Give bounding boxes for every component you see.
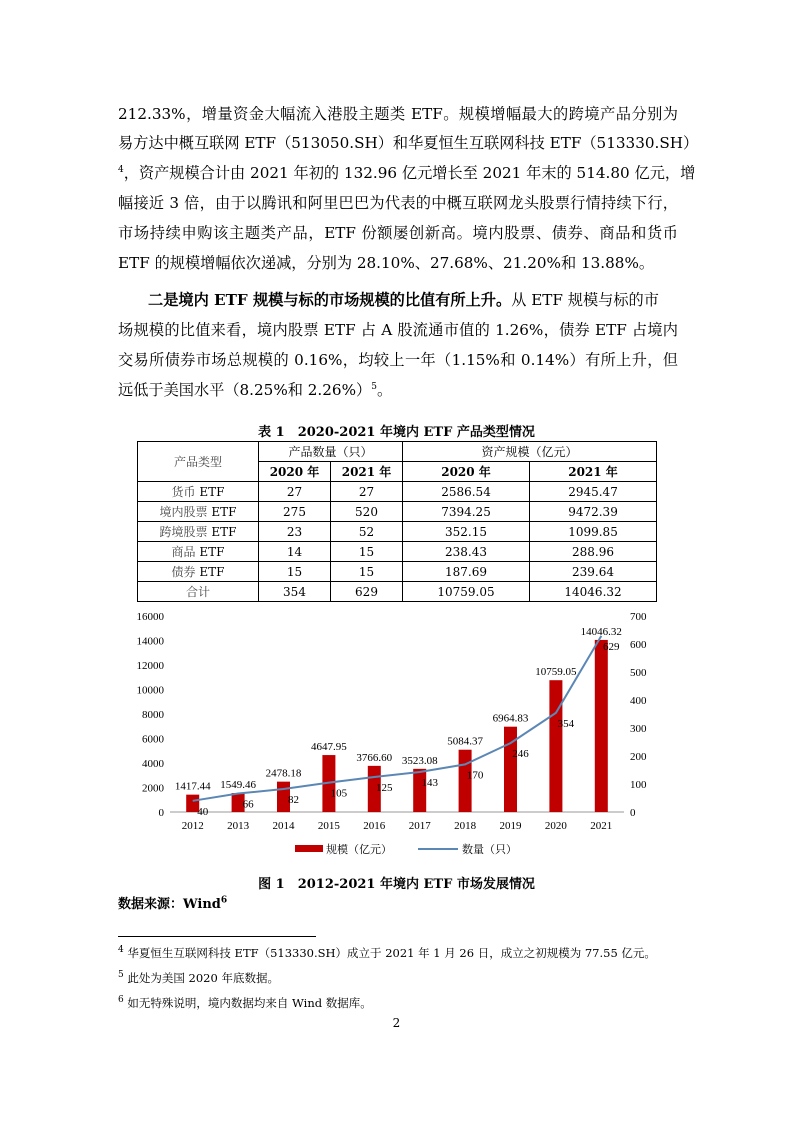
x-tick-label: 2020 <box>544 820 567 832</box>
cell: 187.69 <box>403 562 530 582</box>
line-data-label: 40 <box>197 805 209 818</box>
etf-type-table <box>137 441 657 602</box>
bar-data-label: 2478.18 <box>265 767 302 780</box>
x-tick-label: 2019 <box>499 820 522 832</box>
x-tick-label: 2012 <box>181 820 204 832</box>
cell: 520 <box>331 502 403 522</box>
bar <box>549 680 562 812</box>
header-year: 2021 年 <box>331 462 403 482</box>
line-data-label: 82 <box>288 794 299 807</box>
y-right-tick-label: 0 <box>630 807 636 819</box>
bar <box>413 769 426 812</box>
bar-data-label: 10759.05 <box>535 666 577 679</box>
cell: 14046.32 <box>530 582 657 602</box>
legend-bar-swatch <box>295 845 323 852</box>
bar-data-label: 14046.32 <box>580 625 622 638</box>
cell: 288.96 <box>530 542 657 562</box>
paragraph-line: 场规模的比值来看，境内股票 ETF 占 A 股流通市值的 1.26%，债券 ETF 占境内 <box>118 321 678 339</box>
row-category: 债券 ETF <box>138 562 259 582</box>
page-number: 2 <box>392 1016 401 1030</box>
x-tick-label: 2018 <box>454 820 477 832</box>
cell: 352.15 <box>403 522 530 542</box>
bar-data-label: 3523.08 <box>401 754 438 767</box>
line-data-label: 125 <box>376 782 393 794</box>
legend-bar-label: 规模（亿元） <box>326 844 392 856</box>
cell: 27 <box>259 482 331 502</box>
footnote: $^5$ 此处为美国 2020 年底数据。 <box>118 970 279 985</box>
table-row-total <box>138 582 657 602</box>
row-category: 合计 <box>138 582 259 602</box>
paragraph-line: $^4$，资产规模合计由 2021 年初的 132.96 亿元增长至 2021 年末的 514.80 亿元，增 <box>118 164 696 182</box>
header-year: 2020 年 <box>259 462 331 482</box>
cell: 52 <box>331 522 403 542</box>
header-year: 2021 年 <box>530 462 657 482</box>
footnote-ref[interactable]: 4 <box>118 164 124 175</box>
bold-lead: 二是境内 ETF 规模与标的市场规模的比值有所上升。 <box>148 291 512 309</box>
y-right-tick-label: 600 <box>630 639 647 651</box>
y-right-tick-label: 100 <box>630 779 647 791</box>
line-data-label: 66 <box>242 798 254 811</box>
paragraph-line: 远低于美国水平（8.25%和 2.26%）$^5$。 <box>118 381 393 399</box>
row-category: 境内股票 ETF <box>138 502 259 522</box>
bar-data-label: 3766.60 <box>356 751 393 764</box>
cell: 15 <box>331 542 403 562</box>
y-right-tick-label: 500 <box>630 667 647 679</box>
cell: 15 <box>259 562 331 582</box>
cell: 238.43 <box>403 542 530 562</box>
cell: 629 <box>331 582 403 602</box>
footnote-ref[interactable]: 5 <box>371 381 377 392</box>
header-scale: 资产规模（亿元） <box>403 442 657 462</box>
y-left-tick-label: 8000 <box>142 709 164 721</box>
row-category: 商品 ETF <box>138 542 259 562</box>
paragraph-line: 二是境内 ETF 规模与标的市场规模的比值有所上升。从 ETF 规模与标的市 <box>148 291 659 309</box>
y-left-tick-label: 6000 <box>142 733 164 746</box>
line-data-label: 354 <box>557 717 575 730</box>
table-row <box>138 562 657 582</box>
footnote: $^6$ 如无特殊说明，境内数据均来自 Wind 数据库。 <box>118 995 372 1010</box>
cell: 7394.25 <box>403 502 530 522</box>
etf-market-chart <box>132 608 662 863</box>
paragraph-line: 212.33%，增量资金大幅流入港股主题类 ETF。规模增幅最大的跨境产品分别为 <box>118 105 678 123</box>
y-left-tick-label: 12000 <box>136 660 164 672</box>
cell: 2945.47 <box>530 482 657 502</box>
line-data-label: 629 <box>603 640 620 653</box>
bar <box>595 640 608 812</box>
legend-line-label: 数量（只） <box>462 844 517 856</box>
footnote: $^4$ 华夏恒生互联网科技 ETF（513330.SH）成立于 2021 年 1 月 26 日，成立之初规模为 77.55 亿元。 <box>118 945 656 960</box>
cell: 2586.54 <box>403 482 530 502</box>
line-data-label: 170 <box>466 769 484 782</box>
cell: 275 <box>259 502 331 522</box>
x-tick-label: 2013 <box>227 820 250 832</box>
y-right-tick-label: 700 <box>630 611 647 623</box>
y-right-tick-label: 300 <box>630 723 647 735</box>
cell: 14 <box>259 542 331 562</box>
bar-data-label: 5084.37 <box>447 735 483 748</box>
cell: 9472.39 <box>530 502 657 522</box>
table-row <box>138 502 657 522</box>
cell: 239.64 <box>530 562 657 582</box>
x-tick-label: 2017 <box>408 820 431 832</box>
line-data-label: 246 <box>512 748 529 761</box>
row-category: 货币 ETF <box>138 482 259 502</box>
table-caption: 表 1 2020-2021 年境内 ETF 产品类型情况 <box>258 425 535 440</box>
cell: 27 <box>331 482 403 502</box>
data-source: 数据来源：Wind$^6$ <box>118 895 228 912</box>
y-right-tick-label: 200 <box>630 751 647 763</box>
bar-data-label: 1417.44 <box>174 780 211 793</box>
row-category: 跨境股票 ETF <box>138 522 259 542</box>
y-left-tick-label: 14000 <box>136 635 164 648</box>
x-tick-label: 2021 <box>590 820 613 832</box>
bar-data-label: 1549.46 <box>220 779 256 792</box>
y-left-tick-label: 4000 <box>142 758 164 770</box>
table-row <box>138 522 657 542</box>
table-row <box>138 542 657 562</box>
cell: 354 <box>259 582 331 602</box>
line-data-label: 143 <box>421 776 438 789</box>
table-row <box>138 482 657 502</box>
cell: 23 <box>259 522 331 542</box>
paragraph-line: ETF 的规模增幅依次递减，分别为 28.10%、27.68%、21.20%和 13.88%。 <box>118 254 655 272</box>
y-left-tick-label: 2000 <box>142 782 164 795</box>
x-tick-label: 2014 <box>272 820 295 832</box>
count-line <box>193 636 602 801</box>
y-left-tick-label: 16000 <box>136 611 164 623</box>
cell: 15 <box>331 562 403 582</box>
y-left-tick-label: 10000 <box>136 684 164 697</box>
y-right-tick-label: 400 <box>630 695 647 707</box>
y-left-tick-label: 0 <box>158 807 164 819</box>
paragraph-line: 市场持续申购该主题类产品，ETF 份额屡创新高。境内股票、债券、商品和货币 <box>118 224 678 242</box>
x-tick-label: 2016 <box>363 820 386 832</box>
figure-caption: 图 1 2012-2021 年境内 ETF 市场发展情况 <box>258 877 535 892</box>
footnote-divider <box>118 936 316 937</box>
line-data-label: 105 <box>330 787 348 800</box>
paragraph-line: 易方达中概互联网 ETF（513050.SH）和华夏恒生互联网科技 ETF（513330.SH） <box>118 134 699 152</box>
bar-data-label: 6964.83 <box>492 712 529 725</box>
paragraph-line: 交易所债券市场总规模的 0.16%，均较上一年（1.15%和 0.14%）有所上升，但 <box>118 351 678 369</box>
bar-data-label: 4647.95 <box>311 741 347 754</box>
header-year: 2020 年 <box>403 462 530 482</box>
cell: 1099.85 <box>530 522 657 542</box>
cell: 10759.05 <box>403 582 530 602</box>
header-count: 产品数量（只） <box>259 442 403 462</box>
header-product-type: 产品类型 <box>138 442 259 482</box>
paragraph-line: 幅接近 3 倍，由于以腾讯和阿里巴巴为代表的中概互联网龙头股票行情持续下行， <box>118 194 678 212</box>
x-tick-label: 2015 <box>317 820 340 832</box>
